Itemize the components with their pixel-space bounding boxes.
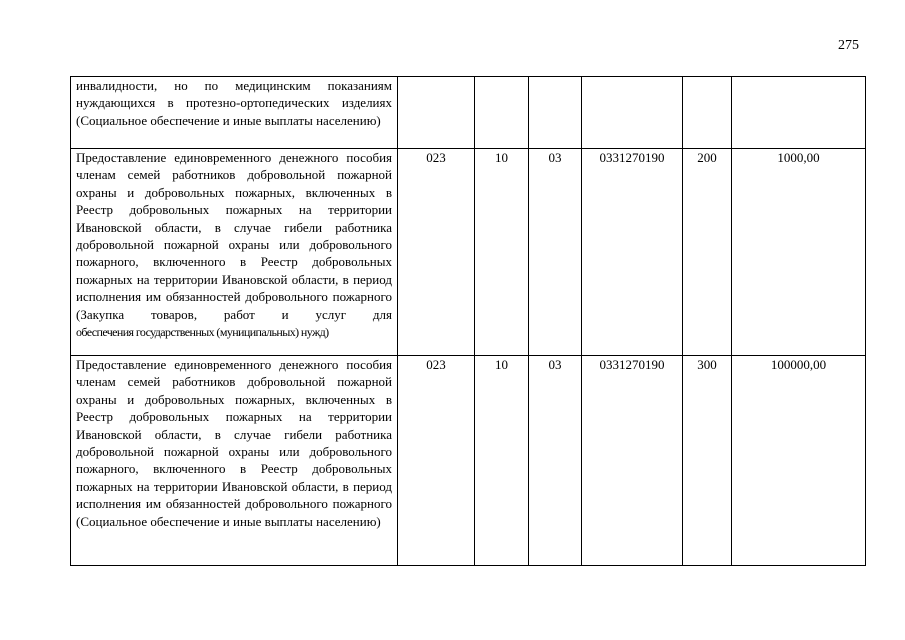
ministry-code [398,77,475,149]
budget-table [70,76,866,566]
amount: 100000,00 [732,356,866,566]
table-row [71,77,866,149]
table-row [71,356,866,566]
ministry-code: 023 [398,356,475,566]
section-code [475,77,529,149]
row-description-tail: обеспечения государственных (муниципальных) нужд) [76,325,329,340]
amount [732,77,866,149]
target-article-code: 0331270190 [582,356,683,566]
target-article-code [582,77,683,149]
row-description: инвалидности, но по медицинским показаниям нуждающихся в протезно-ортопедических изделиях (Социальное обеспечение и иные выплаты населению) [71,77,398,149]
ministry-code: 023 [398,149,475,356]
amount: 1000,00 [732,149,866,356]
section-code: 10 [475,356,529,566]
row-description-main: Предоставление единовременного денежного пособия членам семей работников добровольной пожарной охраны и добровольных пожарных, включенных в Реестр добровольных пожарных на территории Ивановской области, в случае гибели работника добровольной пожарной охраны или добровольного пожарного, включенного в Реестр добровольных пожарных на территории Ивановской области, в период исполнения им обязанностей добровольного пожарного (Закупка товаров, работ и услуг для [76,150,392,322]
expense-type-code: 300 [683,356,732,566]
subsection-code [529,77,582,149]
expense-type-code [683,77,732,149]
table-row [71,149,866,356]
subsection-code: 03 [529,149,582,356]
row-description: Предоставление единовременного денежного пособия членам семей работников добровольной пожарной охраны и добровольных пожарных, включенных в Реестр добровольных пожарных на территории Ивановской области, в случае гибели работника добровольной пожарной охраны или добровольного пожарного, включенного в Реестр добровольных пожарных на территории Ивановской области, в период исполнения им обязанностей добровольного пожарного (Социальное обеспечение и иные выплаты населению) [71,356,398,566]
subsection-code: 03 [529,356,582,566]
page-number: 275 [838,38,859,53]
target-article-code: 0331270190 [582,149,683,356]
row-description [71,149,398,356]
section-code: 10 [475,149,529,356]
expense-type-code: 200 [683,149,732,356]
